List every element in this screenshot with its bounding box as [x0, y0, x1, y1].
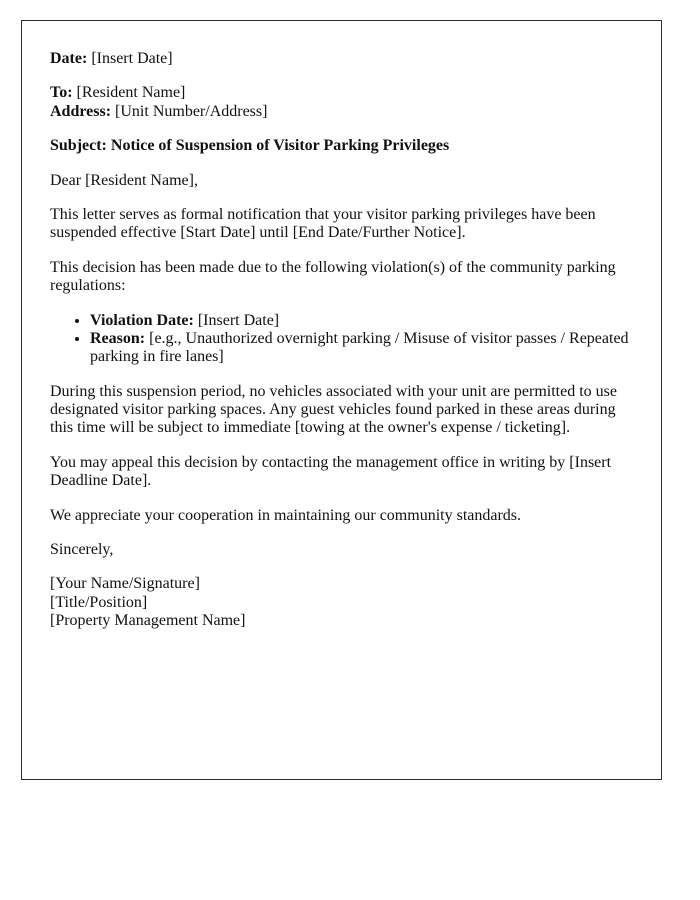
- paragraph-suspension-terms: During this suspension period, no vehicles associated with your unit are permitted to use designated visitor parking spaces. Any guest vehicles found parked in these areas during this time will be subject to immediate [towing at the owner's expense / ticketing].: [50, 382, 617, 437]
- paragraph-decision-intro: This decision has been made due to the following violation(s) of the community parking regulations:: [50, 258, 616, 295]
- to-line: [50, 84, 633, 102]
- list-item-violation-reason: [90, 330, 633, 367]
- paragraph-appeal: You may appeal this decision by contacting the management office in writing by [Insert Deadline Date].: [50, 453, 612, 490]
- subject-line: Subject: Notice of Suspension of Visitor Parking Privileges: [50, 137, 450, 155]
- recipient-block: [50, 84, 633, 121]
- address-line: [50, 103, 633, 121]
- salutation: Dear [Resident Name],: [50, 171, 198, 189]
- date-label: Date:: [50, 50, 88, 67]
- to-value: [Resident Name]: [76, 84, 186, 102]
- violation-date-value: [Insert Date]: [197, 311, 280, 329]
- address-value: [Unit Number/Address]: [115, 102, 268, 120]
- signature-title-line: [Title/Position]: [50, 593, 148, 611]
- violation-date-label: Violation Date:: [90, 311, 194, 329]
- violation-reason-label: Reason:: [90, 329, 146, 347]
- date-line: [50, 50, 633, 68]
- date-value: [Insert Date]: [91, 50, 173, 67]
- violation-reason-value: [e.g., Unauthorized overnight parking / Misuse of visitor passes / Repeated parking in fire lanes]: [90, 329, 629, 366]
- to-label: To:: [50, 84, 73, 102]
- paragraph-notification: This letter serves as formal notification that your visitor parking privileges have been suspended effective [Start Date] until [End Date/Further Notice].: [50, 205, 596, 242]
- violation-list: [50, 312, 633, 367]
- signature-name-line: [Your Name/Signature]: [50, 575, 200, 593]
- closing: Sincerely,: [50, 541, 114, 559]
- signature-company-line: [Property Management Name]: [50, 612, 246, 630]
- list-item-violation-date: [90, 312, 633, 330]
- letter-document: [21, 20, 662, 780]
- signature-block: [50, 575, 633, 630]
- address-label: Address:: [50, 102, 112, 120]
- paragraph-appreciation: We appreciate your cooperation in maintaining our community standards.: [50, 506, 522, 524]
